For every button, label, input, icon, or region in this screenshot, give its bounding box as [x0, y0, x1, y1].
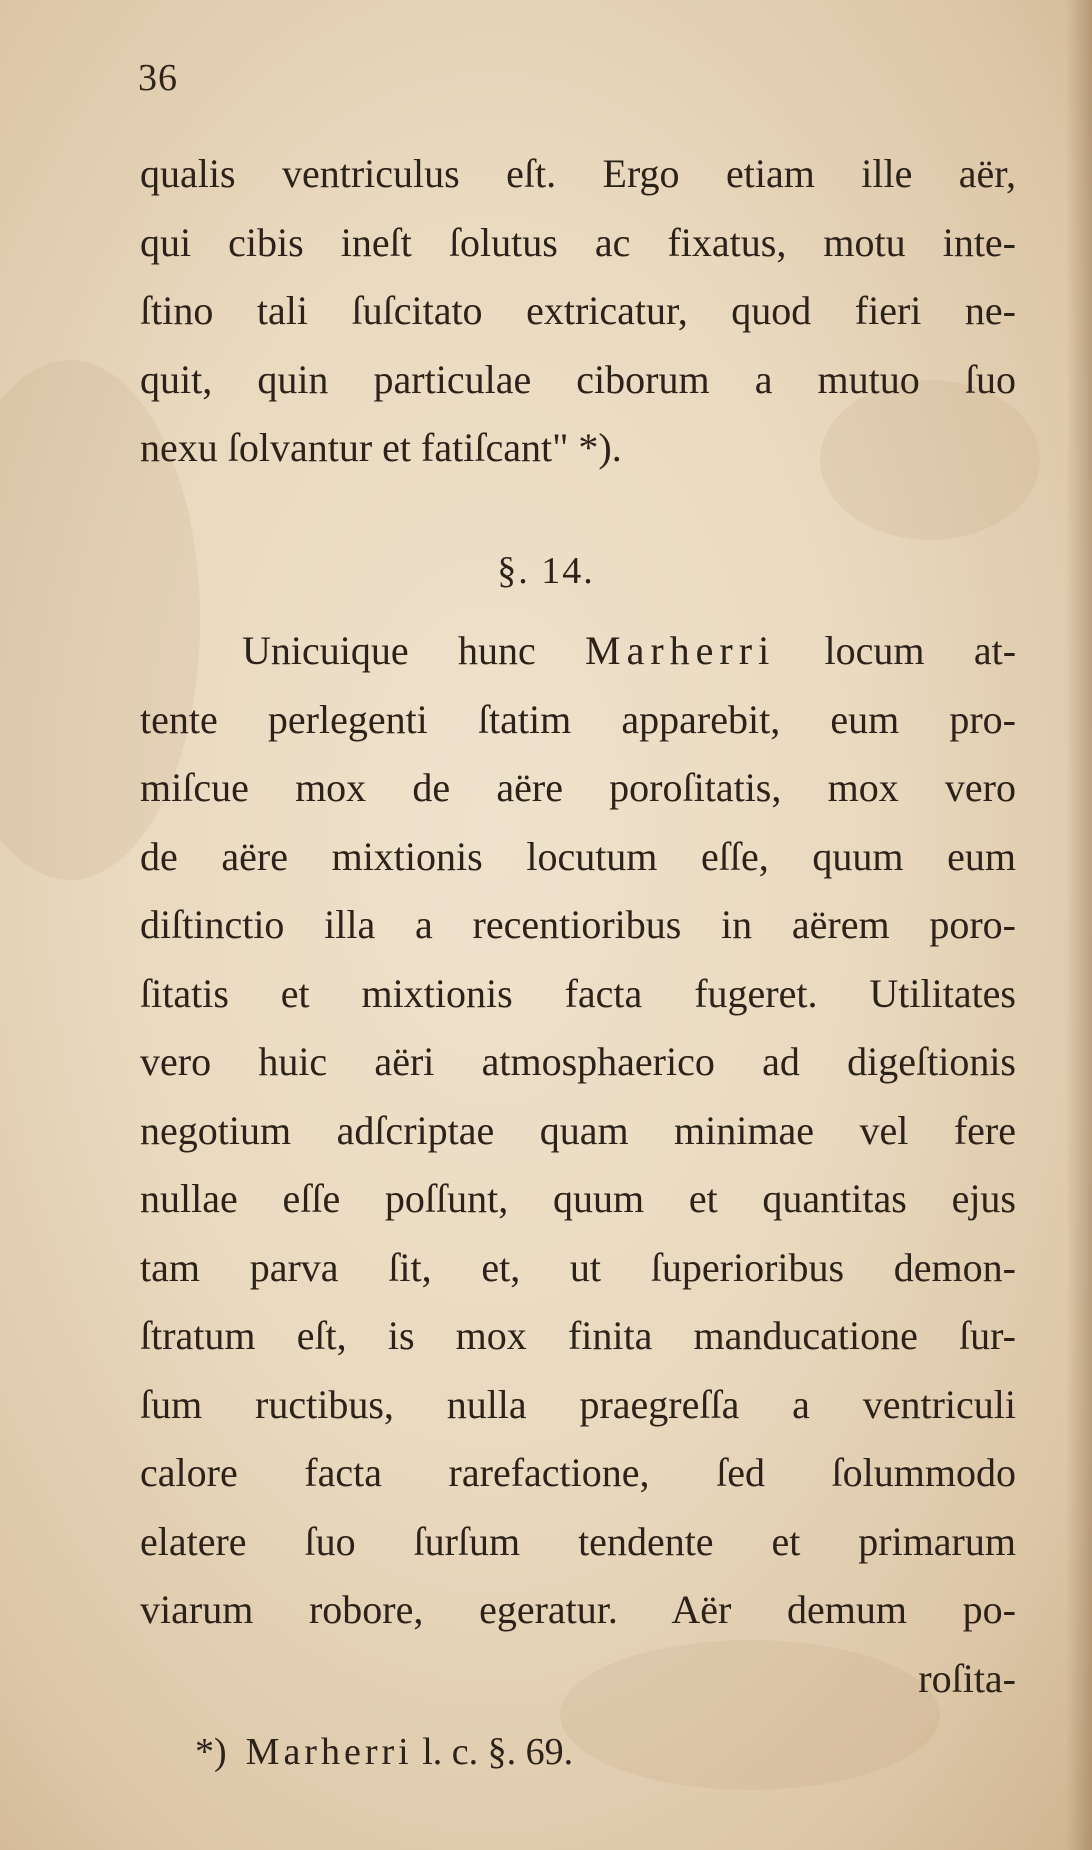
page-number: 36: [138, 57, 178, 99]
text-line: vero huic aëri atmosphaerico ad digeſtionis: [140, 1039, 1016, 1084]
text-line: qui cibis ineſt ſolutus ac fixatus, motu inte-: [140, 219, 1016, 265]
footnote-marker: *): [195, 1731, 227, 1773]
text-line: negotium adſcriptae quam minimae vel fere: [140, 1107, 1016, 1153]
text-line: nexu ſolvantur et fatiſcant" *).: [140, 425, 622, 470]
catchword: roſita-: [918, 1655, 1016, 1701]
text-line: quit, quin particulae ciborum a mutuo ſuo: [140, 356, 1016, 402]
text-line: tam parva ſit, et, ut ſuperioribus demon-: [140, 1244, 1016, 1290]
paragraph-section-14: [140, 617, 1016, 1713]
text-line: ſitatis et mixtionis facta fugeret. Utilitates: [140, 970, 1016, 1016]
author-name: Marherri: [585, 628, 776, 673]
paragraph-continued: [140, 140, 1016, 483]
text-line: ſtino tali ſuſcitato extricatur, quod fieri ne-: [140, 288, 1016, 333]
section-heading: §. 14.: [497, 550, 595, 592]
text-line: qualis ventriculus eſt. Ergo etiam ille aër,: [140, 151, 1016, 196]
line-suffix: locum at-: [824, 628, 1017, 673]
text-line: viarum robore, egeratur. Aër demum po-: [140, 1587, 1016, 1632]
text-line: tente perlegenti ſtatim apparebit, eum pro-: [140, 696, 1016, 742]
text-line: nullae eſſe poſſunt, quum et quantitas ejus: [140, 1176, 1016, 1221]
text-line: diſtinctio illa a recentioribus in aërem poro-: [140, 902, 1016, 947]
text-line: de aëre mixtionis locutum eſſe, quum eum: [140, 833, 1016, 879]
text-line: ſtratum eſt, is mox finita manducatione ſur-: [140, 1313, 1016, 1358]
footnote-author: Marherri: [245, 1731, 413, 1773]
text-line: miſcue mox de aëre poroſitatis, mox vero: [140, 765, 1016, 810]
line-prefix: Unicuique hunc: [242, 628, 536, 673]
page-edge-shadow: [1066, 0, 1092, 1850]
footnote-reference: l. c. §. 69.: [422, 1731, 574, 1773]
text-line: ſum ructibus, nulla praegreſſa a ventriculi: [140, 1381, 1016, 1427]
text-line: calore facta rarefactione, ſed ſolummodo: [140, 1450, 1016, 1495]
text-line: elatere ſuo ſurſum tendente et primarum: [140, 1518, 1016, 1564]
text-line: [140, 617, 1016, 686]
footnote: [195, 1730, 573, 1774]
